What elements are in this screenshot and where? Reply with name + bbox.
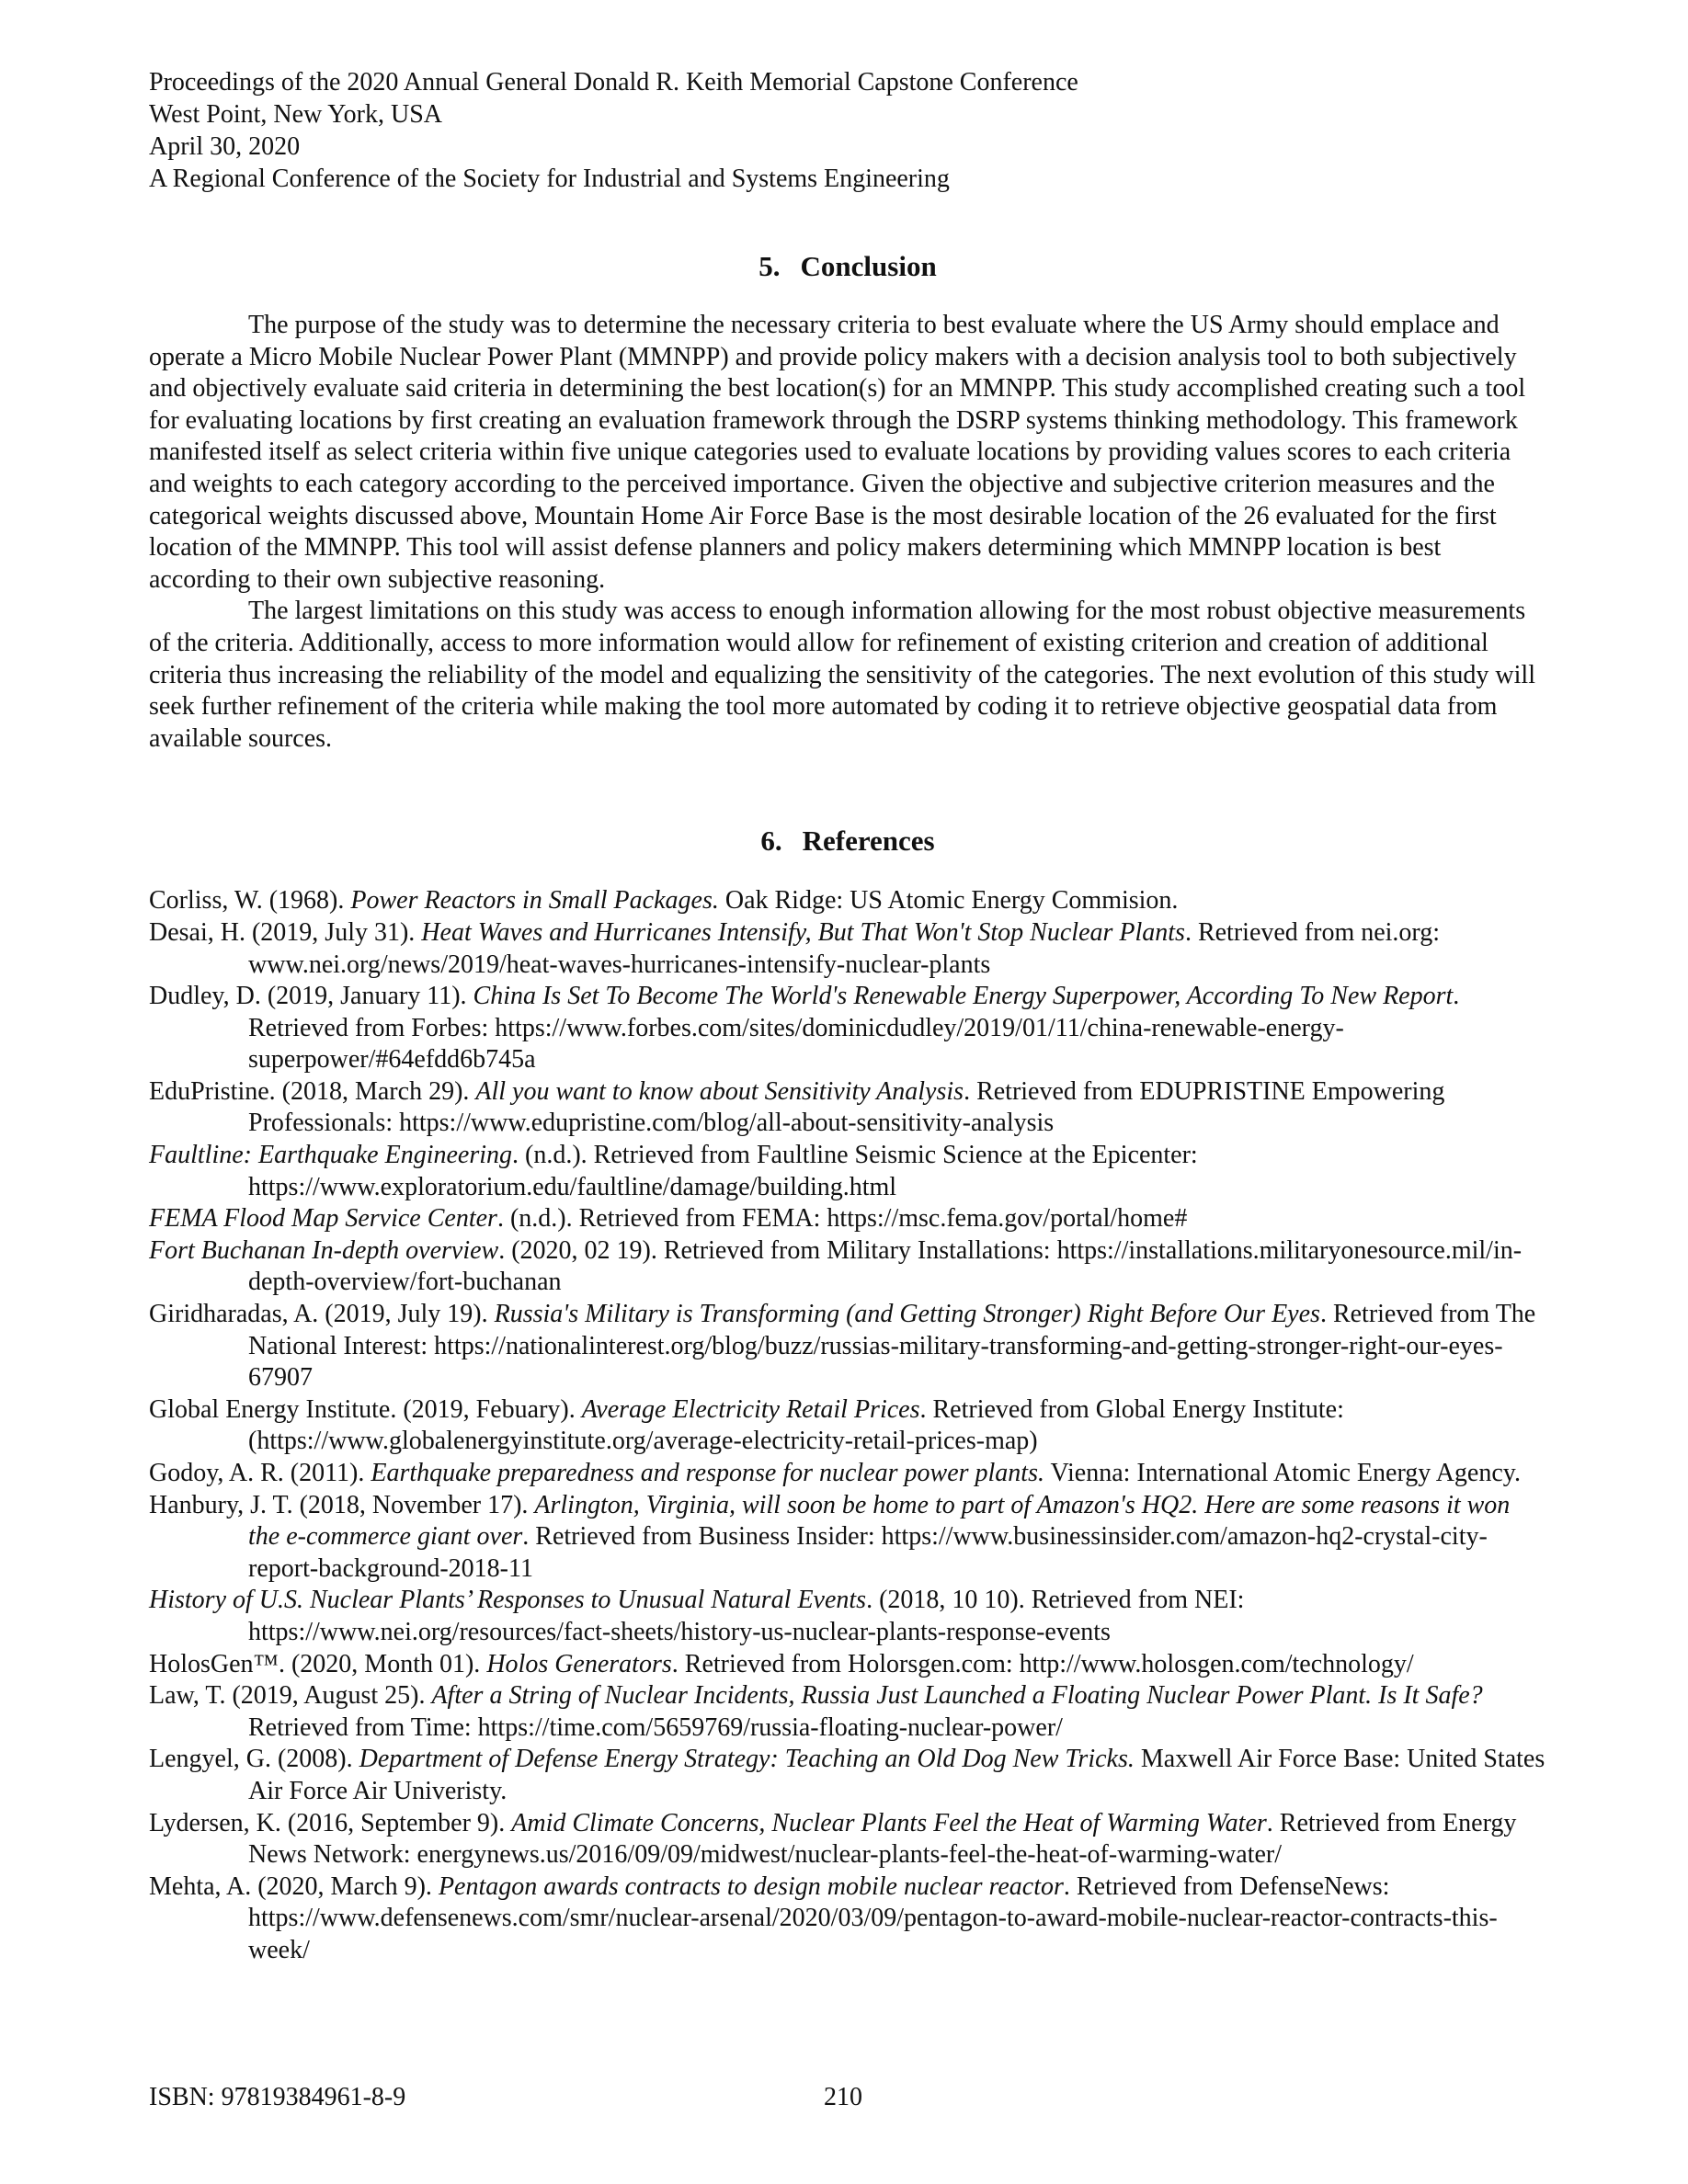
conclusion-heading [149, 248, 1546, 285]
header-line-date: April 30, 2020 [149, 132, 301, 161]
reference-pre: Godoy, A. R. (2011). [149, 1459, 371, 1487]
reference-list [149, 885, 1546, 1966]
references-section-title: References [802, 825, 935, 858]
reference-post: . Retrieved from nei.org: www.nei.org/news/2019/heat-waves-hurricanes-intensify-nuclear-plants [248, 917, 1441, 979]
reference-title: Pentagon awards contracts to design mobile nuclear reactor [438, 1871, 1064, 1901]
reference-pre: Global Energy Institute. (2019, Febuary). [149, 1394, 582, 1424]
reference-entry [149, 1394, 1546, 1458]
reference-pre: Lydersen, K. (2016, September 9). [149, 1808, 512, 1837]
references-section-number: 6. [760, 825, 782, 858]
reference-title: Department of Defense Energy Strategy: Teaching an Old Dog New Tricks. [359, 1745, 1135, 1774]
reference-pre: Mehta, A. (2020, March 9). [149, 1871, 439, 1901]
reference-post: Maxwell Air Force Base: United States Air Force Air Univeristy. [248, 1745, 1545, 1805]
reference-title: Holos Generators [486, 1649, 672, 1678]
reference-title: Arlington, Virginia, will soon be home to part of Amazon's HQ2. Here are some reasons it won the e-commerce giant over [248, 1490, 1511, 1552]
conclusion-paragraph: The purpose of the study was to determine the necessary criteria to best evaluate where the US Army should emplace and operate a Micro Mobile Nuclear Power Plant (MMNPP) and provide policy makers with a decision analysis tool to both subjectively and objectively evaluate said criteria in determining the best location(s) for an MMNPP. This study accomplished creating such a tool for evaluating locations by first creating an evaluation framework through the DSRP systems thinking methodology. This framework manifested itself as select criteria within five unique categories used to evaluate locations by providing values scores to each criteria and weights to each category according to the perceived importance. Given the objective and subjective criterion measures and the categorical weights discussed above, Mountain Home Air Force Base is the most desirable location of the 26 evaluated for the first location of the MMNPP. This tool will assist defense planners and policy makers determining which MMNPP location is best according to their own subjective reasoning. [149, 311, 1526, 594]
reference-entry [149, 1744, 1546, 1807]
reference-pre: Corliss, W. (1968). [149, 886, 351, 916]
reference-title: Russia's Military is Transforming (and Getting Stronger) Right Before Our Eyes [494, 1300, 1320, 1329]
reference-entry [149, 1140, 1546, 1203]
reference-entry [149, 917, 1546, 981]
paper-page [149, 66, 1546, 1967]
reference-title: Earthquake preparedness and response for nuclear power plants. [371, 1459, 1044, 1487]
header-line-conference: Proceedings of the 2020 Annual General Donald R. Keith Memorial Capstone Conference [149, 68, 1078, 97]
reference-post: Vienna: International Atomic Energy Agency. [1044, 1459, 1521, 1487]
reference-title: Power Reactors in Small Packages. [350, 886, 719, 916]
reference-post: . Retrieved from Holorsgen.com: http://www.holosgen.com/technology/ [671, 1649, 1414, 1678]
reference-entry [149, 1490, 1546, 1586]
reference-pre: Dudley, D. (2019, January 11). [149, 982, 473, 1011]
isbn-label: ISBN: 97819384961-8-9 [149, 2083, 406, 2111]
reference-entry [149, 1680, 1546, 1744]
reference-title: China Is Set To Become The World's Renewable Energy Superpower, According To New Report [473, 982, 1454, 1011]
reference-entry [149, 981, 1546, 1076]
reference-pre: Desai, H. (2019, July 31). [149, 917, 422, 947]
header-line-society: A Regional Conference of the Society for Industrial and Systems Engineering [149, 165, 950, 193]
reference-title: After a String of Nuclear Incidents, Russia Just Launched a Floating Nuclear Power Plant. Is It Safe? [431, 1681, 1483, 1711]
reference-entry [149, 1203, 1546, 1235]
reference-entry [149, 1235, 1546, 1299]
reference-post: . Retrieved from Forbes: https://www.forbes.com/sites/dominicdudley/2019/01/11/china-renewable-energy-superpower/#64efdd6b745a [248, 982, 1460, 1075]
conclusion-body [149, 310, 1546, 755]
reference-post: . (n.d.). Retrieved from FEMA: https://msc.fema.gov/portal/home# [496, 1204, 1188, 1234]
reference-post: Retrieved from Time: https://time.com/5659769/russia-floating-nuclear-power/ [248, 1712, 1063, 1742]
reference-title: History of U.S. Nuclear Plants’ Responses to Unusual Natural Events [149, 1586, 867, 1615]
reference-pre: Giridharadas, A. (2019, July 19). [149, 1300, 495, 1329]
reference-post: . Retrieved from DefenseNews: https://www.defensenews.com/smr/nuclear-arsenal/2020/03/09/pentagon-to-award-mobile-nuclear-reactor-contracts-this-week/ [248, 1871, 1498, 1964]
reference-pre: Lengyel, G. (2008). [149, 1745, 359, 1774]
reference-title: FEMA Flood Map Service Center [149, 1204, 497, 1234]
references-heading [149, 823, 1546, 859]
reference-title: Fort Buchanan In-depth overview [149, 1235, 499, 1265]
running-header [149, 66, 1546, 195]
conclusion-section-number: 5. [758, 250, 781, 282]
reference-entry [149, 1808, 1546, 1871]
reference-pre: Hanbury, J. T. (2018, November 17). [149, 1490, 535, 1519]
reference-pre: Law, T. (2019, August 25). [149, 1681, 432, 1711]
reference-title: Amid Climate Concerns, Nuclear Plants Feel the Heat of Warming Water [511, 1808, 1267, 1837]
reference-post: Oak Ridge: US Atomic Energy Commision. [718, 886, 1179, 916]
conclusion-section-title: Conclusion [800, 250, 937, 282]
reference-post: . Retrieved from Business Insider: https://www.businessinsider.com/amazon-hq2-crystal-city-report-background-2018-11 [248, 1522, 1488, 1583]
reference-pre: HolosGen™. (2020, Month 01). [149, 1649, 487, 1678]
reference-entry [149, 1871, 1546, 1967]
reference-entry [149, 1076, 1546, 1140]
reference-entry [149, 885, 1546, 917]
page-number: 210 [824, 2083, 862, 2111]
reference-entry [149, 1299, 1546, 1394]
reference-post: . Retrieved from The National Interest: https://nationalinterest.org/blog/buzz/russias-military-transforming-and-getting-stronger-right-our-eyes-67907 [248, 1300, 1536, 1393]
reference-post: . (n.d.). Retrieved from Faultline Seismic Science at the Epicenter: https://www.exploratorium.edu/faultline/damage/building.html [248, 1141, 1198, 1201]
reference-post: . (2018, 10 10). Retrieved from NEI: https://www.nei.org/resources/fact-sheets/history-us-nuclear-plants-response-events [248, 1586, 1245, 1646]
reference-title: All you want to know about Sensitivity Analysis [475, 1076, 964, 1106]
reference-entry [149, 1458, 1546, 1490]
header-line-location: West Point, New York, USA [149, 100, 443, 129]
reference-entry [149, 1649, 1546, 1681]
reference-title: Faultline: Earthquake Engineering [149, 1141, 513, 1170]
reference-pre: EduPristine. (2018, March 29). [149, 1076, 476, 1106]
reference-post: . (2020, 02 19). Retrieved from Military Installations: https://installations.militaryonesource.mil/in-depth-overview/fort-buchanan [248, 1235, 1523, 1297]
conclusion-paragraph: The largest limitations on this study was access to enough information allowing for the most robust objective measurements of the criteria. Additionally, access to more information would allow for refinement of existing criterion and creation of additional criteria thus increasing the reliability of the model and equalizing the sensitivity of the categories. The next evolution of this study will seek further refinement of the criteria while making the tool more automated by coding it to retrieve objective geospatial data from available sources. [149, 597, 1535, 753]
reference-title: Average Electricity Retail Prices [581, 1394, 920, 1424]
reference-post: . Retrieved from Global Energy Institute: (https://www.globalenergyinstitute.org/average-electricity-retail-prices-map) [248, 1394, 1344, 1456]
reference-post: . Retrieved from Energy News Network: energynews.us/2016/09/09/midwest/nuclear-plants-feel-the-heat-of-warming-water/ [248, 1808, 1517, 1870]
reference-post: . Retrieved from EDUPRISTINE Empowering Professionals: https://www.edupristine.com/blog/all-about-sensitivity-analysis [248, 1076, 1445, 1138]
reference-title: Heat Waves and Hurricanes Intensify, But That Won't Stop Nuclear Plants [421, 917, 1185, 947]
reference-entry [149, 1585, 1546, 1648]
